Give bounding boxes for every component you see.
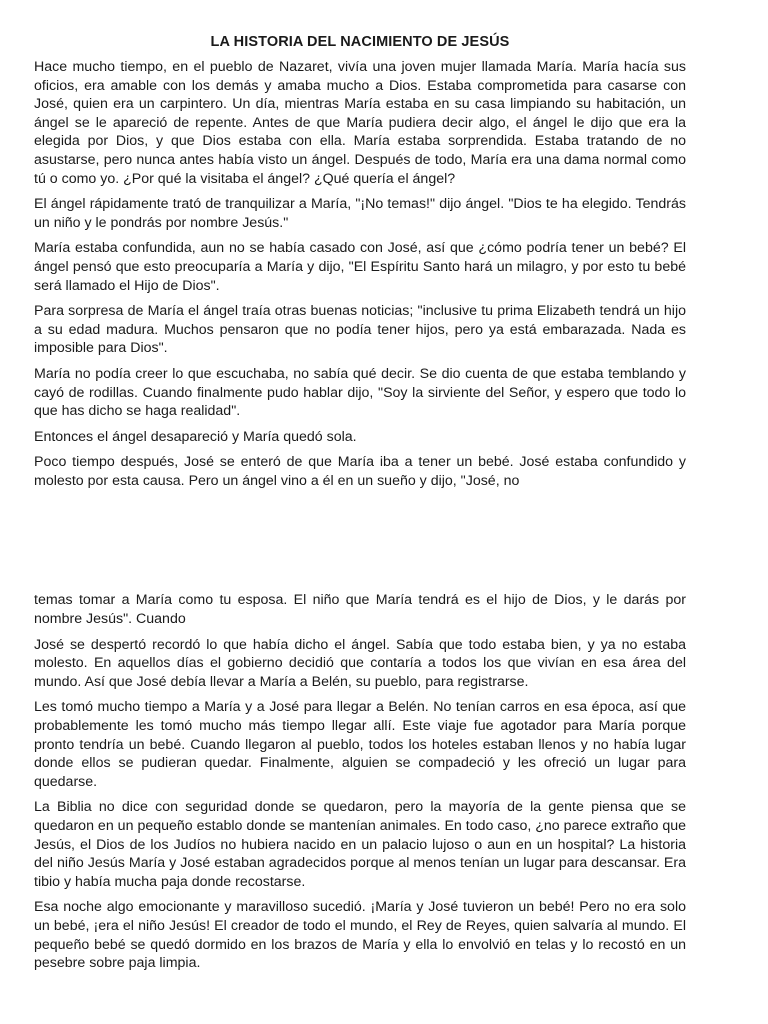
paragraph: Les tomó mucho tiempo a María y a José para llegar a Belén. No tenían carros en esa época, así que probablemente les tomó mucho más tiempo llegar allí. Este viaje fue agotador para María porque pronto tendría un bebé. Cuando llegaron al pueblo, todos los hoteles estaban llenos y no había lugar donde ellos se pudieran quedar. Finalmente, alguien se compadeció y les ofreció un lugar para quedarse. (34, 699, 686, 790)
page-break-gap (34, 497, 686, 591)
paragraph: Para sorpresa de María el ángel traía otras buenas noticias; "inclusive tu prima Elizabeth tendrá un hijo a su edad madura. Muchos pensaron que no podía tener hijos, pero ya está embarazada. Nada es imposible para Dios". (34, 303, 686, 357)
document-page (34, 34, 686, 980)
paragraph: La Biblia no dice con seguridad donde se quedaron, pero la mayoría de la gente piensa que se quedaron en un pequeño establo donde se mantenían animales. En todo caso, ¿no parece extraño que Jesús, el Dios de los Judíos no hubiera nacido en un palacio lujoso o aun en un hospital? La historia del niño Jesús María y José estaban agradecidos porque al menos tenían un lugar para descansar. Era tibio y había mucha paja donde recostarse. (34, 799, 686, 890)
paragraph: temas tomar a María como tu esposa. El niño que María tendrá es el hijo de Dios, y le darás por nombre Jesús". Cuando (34, 592, 686, 628)
paragraph: Poco tiempo después, José se enteró de que María iba a tener un bebé. José estaba confundido y molesto por esta causa. Pero un ángel vino a él en un sueño y dijo, "José, no (34, 454, 686, 489)
paragraph: Entonces el ángel desapareció y María quedó sola. (34, 428, 357, 445)
paragraph: Esa noche algo emocionante y maravilloso sucedió. ¡María y José tuvieron un bebé! Pero no era solo un bebé, ¡era el niño Jesús! El creador de todo el mundo, el Rey de Reyes, quien salvaría al mundo. El pequeño bebé se quedó dormido en los brazos de María y ella lo envolvió en telas y lo recostó en un pesebre sobre paja limpia. (34, 899, 686, 972)
paragraph: José se despertó recordó lo que había dicho el ángel. Sabía que todo estaba bien, y ya no estaba molesto. En aquellos días el gobierno decidió que contaría a todos los que vivían en esa área del mundo. Así que José debía llevar a María a Belén, su pueblo, para registrarse. (34, 636, 686, 690)
paragraph: María no podía creer lo que escuchaba, no sabía qué decir. Se dio cuenta de que estaba temblando y cayó de rodillas. Cuando finalmente pudo hablar dijo, "Soy la sirviente del Señor, y espero que todo lo que has dicho se haga realidad". (34, 365, 686, 420)
paragraph: El ángel rápidamente trató de tranquilizar a María, "¡No temas!" dijo ángel. "Dios te ha elegido. Tendrás un niño y le pondrás por nombre Jesús." (34, 196, 686, 231)
document-title: LA HISTORIA DEL NACIMIENTO DE JESÚS (210, 34, 510, 50)
paragraph: María estaba confundida, aun no se había casado con José, así que ¿cómo podría tener un bebé? El ángel pensó que esto preocuparía a María y dijo, "El Espíritu Santo hará un milagro, y por esto tu bebé será llamado el Hijo de Dios". (34, 240, 686, 294)
paragraph: Hace mucho tiempo, en el pueblo de Nazaret, vivía una joven mujer llamada María. María hacía sus oficios, era amable con los demás y amaba mucho a Dios. Estaba comprometida para casarse con José, quien era un carpintero. Un día, mientras María estaba en su casa limpiando su habitación, un ángel se le apareció de repente. Antes de que María pudiera decir algo, el ángel le dijo que era la elegida por Dios, y que Dios estaba con ella. María estaba sorprendida. Estaba tratando de no asustarse, pero nunca antes había visto un ángel. Después de todo, María era una dama normal como tú o como yo. ¿Por qué la visitaba el ángel? ¿Qué quería el ángel? (34, 59, 686, 187)
